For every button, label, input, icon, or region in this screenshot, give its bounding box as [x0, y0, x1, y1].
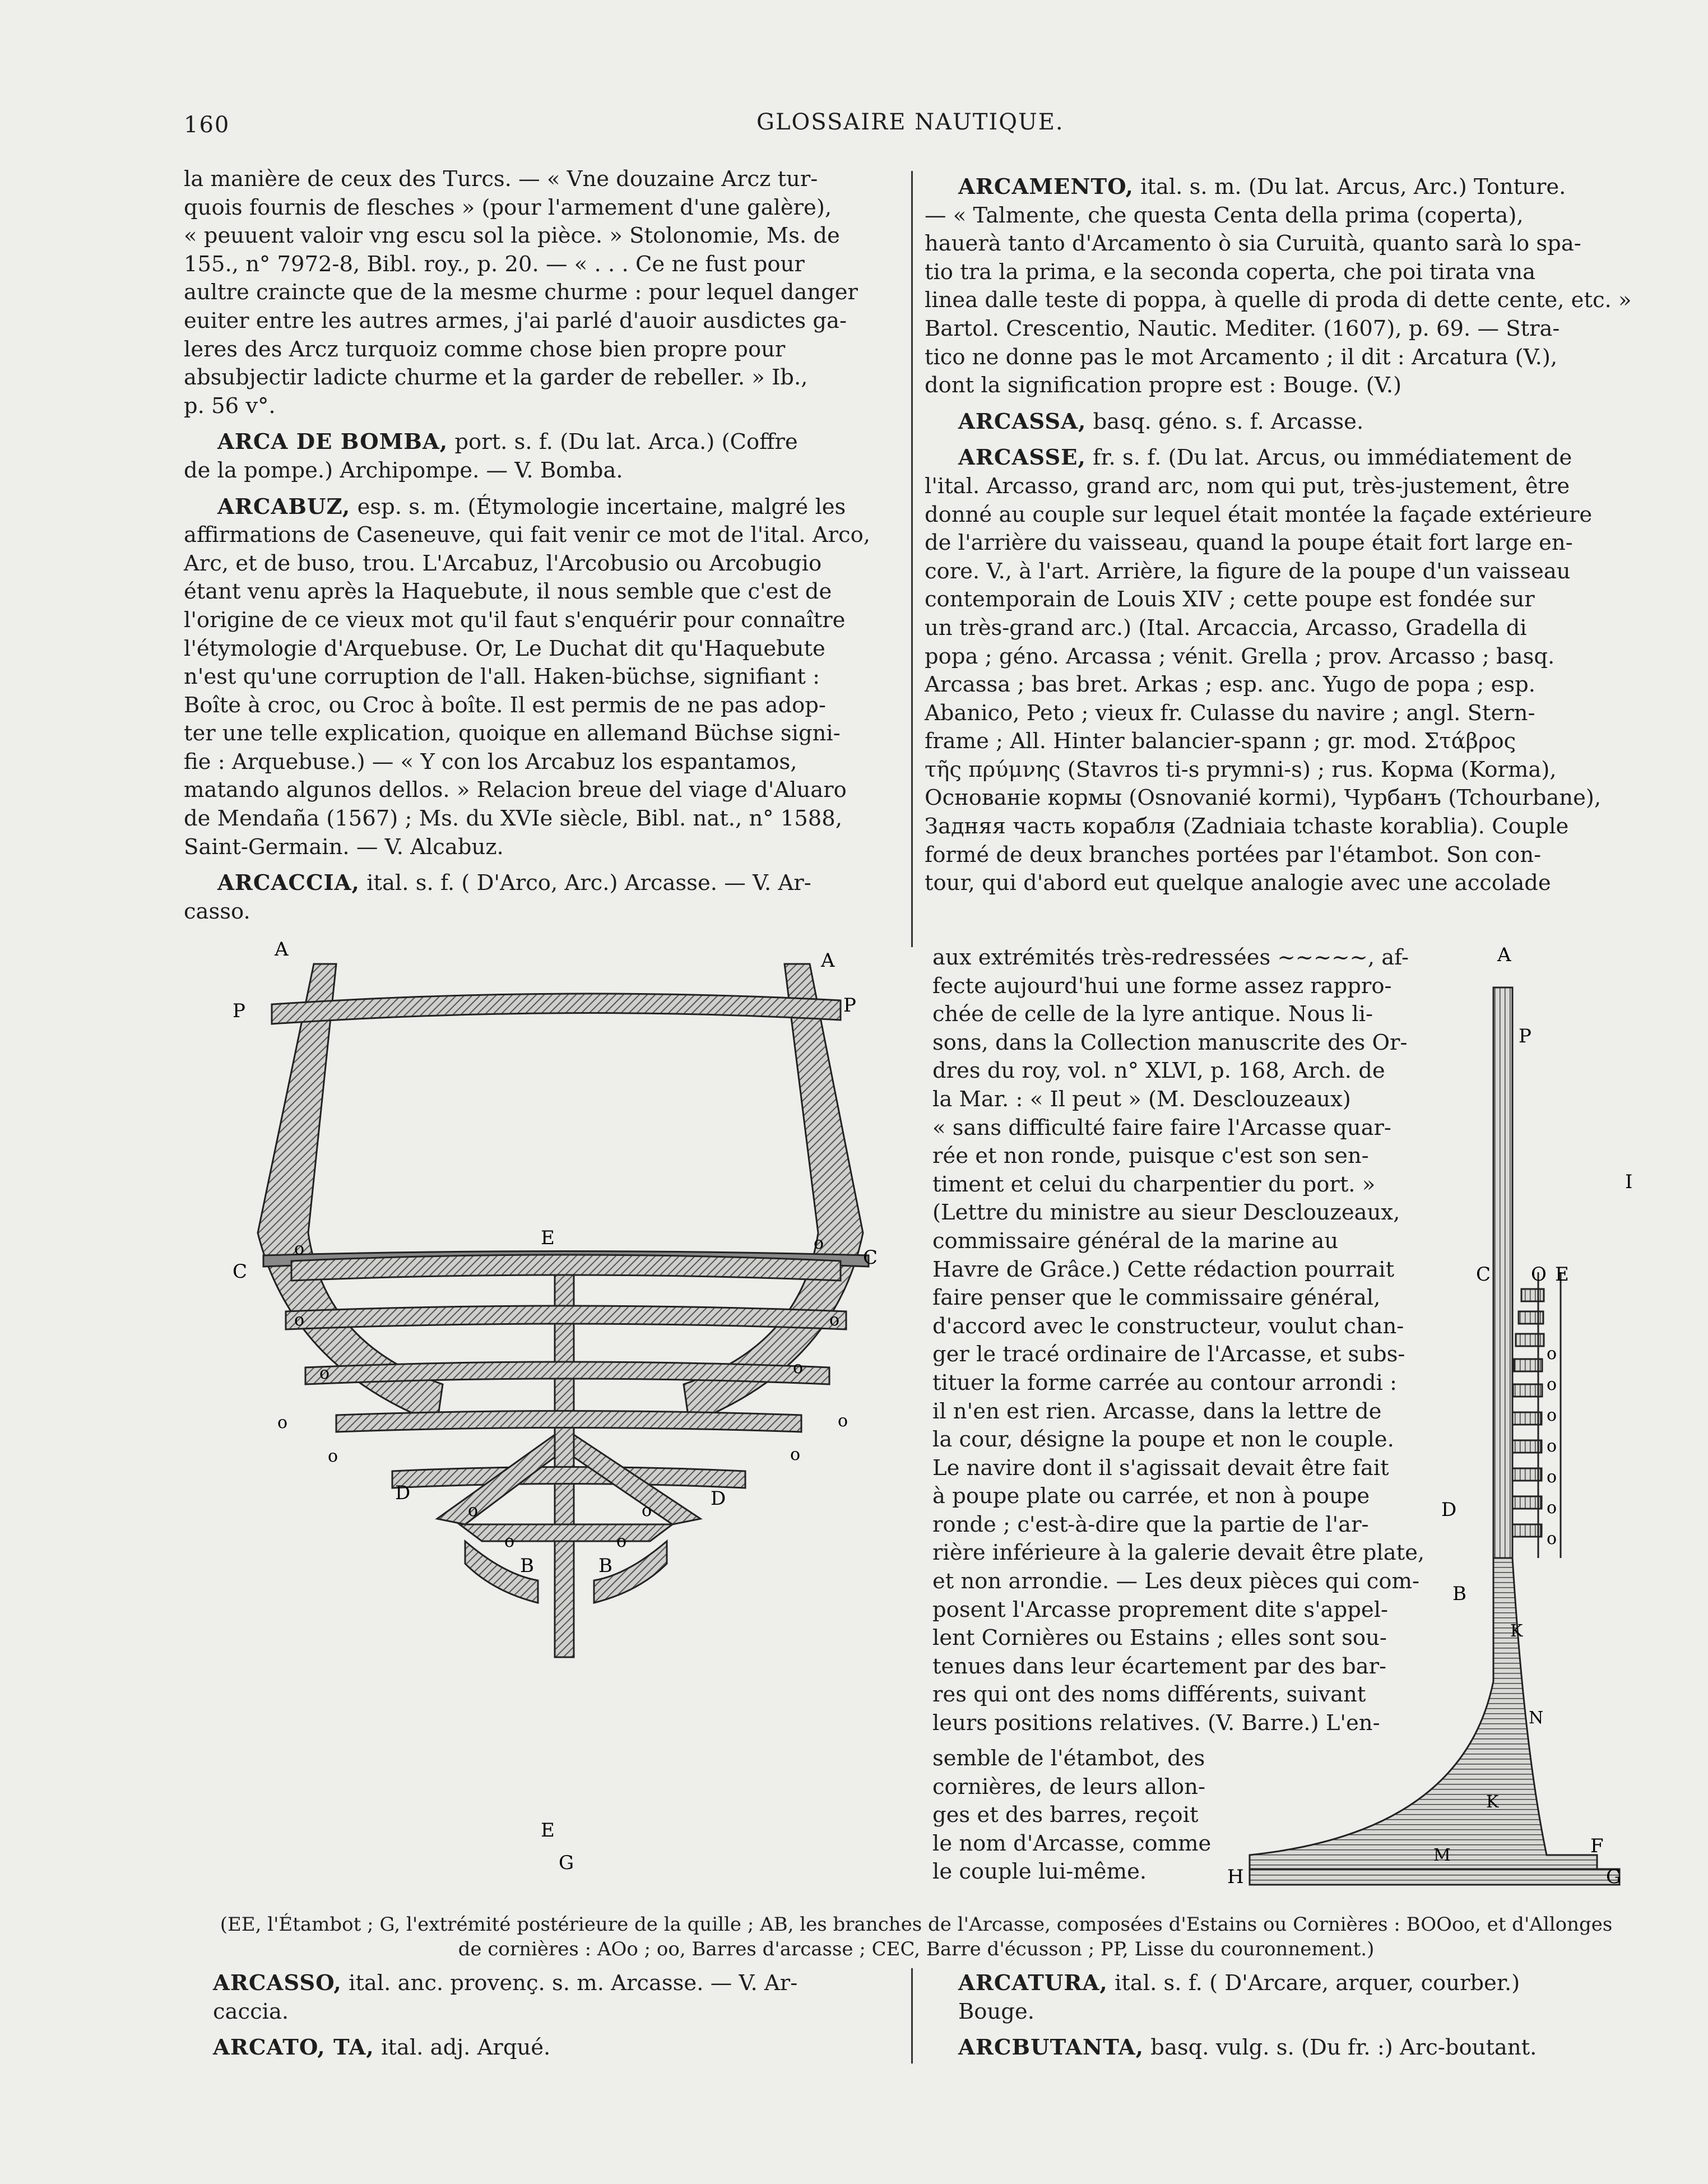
side-label-f: F — [1590, 1835, 1604, 1857]
entry-text-line: matando algunos dellos. » Relacion breue del viage d'Aluaro — [184, 777, 847, 803]
side-label-o-4: o — [1547, 1436, 1557, 1456]
entry-text-line: tour, qui d'abord eut quelque analogie avec une accolade — [925, 870, 1551, 896]
figure-caption — [185, 1912, 1647, 1962]
label-o-14: o — [616, 1532, 627, 1551]
entry-headword: ARCASSO, — [213, 1970, 342, 1996]
label-e-bottom: E — [541, 1819, 555, 1842]
entry-text-line: Bartol. Crescentio, Nautic. Mediter. (1607), p. 69. — Stra- — [925, 316, 1560, 341]
right-narrowest-line: le couple lui-même. — [932, 1859, 1147, 1885]
entry-text: ital. adj. Arqué. — [374, 2035, 551, 2061]
entry-headword: ARCABUZ, — [217, 494, 351, 520]
right-narrow-line: lent Cornières ou Estains ; elles sont sou- — [932, 1625, 1387, 1651]
label-o-12: o — [642, 1501, 652, 1520]
bottom-right-entry — [958, 1969, 1646, 1998]
right-narrow-line: Havre de Grâce.) Cette rédaction pourrait — [932, 1256, 1395, 1282]
entry-text-line: frame ; All. Hinter balancier-spann ; gr. mod. Στάβρος — [925, 729, 1516, 754]
left-line: p. 56 v°. — [184, 393, 276, 419]
label-a-left: A — [275, 942, 289, 961]
entry-text-line: ter une telle explication, quoique en allemand Büchse signi- — [184, 721, 841, 746]
right-narrow-line: à poupe plate ou carrée, et non à poupe — [932, 1483, 1370, 1509]
label-o-5: o — [319, 1364, 330, 1383]
label-p-right: P — [843, 994, 856, 1017]
entry-headword: ARCATO, TA, — [213, 2035, 374, 2061]
label-b-right: B — [598, 1555, 612, 1577]
right-narrow-line: la Mar. : « Il peut » (M. Desclouzeaux) — [932, 1086, 1351, 1112]
label-o-11: o — [468, 1501, 479, 1520]
left-branch — [258, 964, 443, 1423]
bottom-left-entry — [213, 1969, 897, 1998]
label-o-7: o — [277, 1413, 288, 1432]
left-line: 155., n° 7972-8, Bibl. roy., p. 20. — « . . . Ce ne fust pour — [184, 251, 805, 277]
right-narrow-line: fecte aujourd'hui une forme assez rappro- — [932, 973, 1392, 999]
left-line: leres des Arcz turquoiz comme chose bien propre pour — [184, 336, 786, 362]
right-narrow-line: dres du roy, vol. n° XLVI, p. 168, Arch. de — [932, 1058, 1385, 1084]
side-label-o-7: o — [1547, 1529, 1557, 1548]
caption-line-2: de cornières : AOo ; oo, Barres d'arcasse ; CEC, Barre d'écusson ; PP, Lisse du couronnement.) — [458, 1938, 1375, 1960]
right-narrowest-line: le nom d'Arcasse, comme — [932, 1830, 1212, 1856]
entry-text-line: tio tra la prima, e la seconda coperta, che poi tirata vna — [925, 259, 1536, 285]
entry-text-line: Arcassa ; bas bret. Arkas ; esp. anc. Yugo de popa ; esp. — [925, 672, 1536, 698]
entry-text-line: contemporain de Louis XIV ; cette poupe est fondée sur — [925, 587, 1535, 613]
label-o-1: o — [294, 1239, 305, 1259]
right-narrow-line: faire penser que le commissaire général, — [932, 1285, 1381, 1311]
left-line: euiter entre les autres armes, j'ai parlé d'auoir ausdictes ga- — [184, 308, 847, 333]
entry-headword: ARCAMENTO, — [958, 174, 1134, 200]
arcasse-side-figure — [1227, 942, 1642, 1905]
right-column-full — [925, 165, 1646, 898]
right-narrowest-line: ges et des barres, reçoit — [932, 1802, 1199, 1828]
label-o-6: o — [793, 1358, 804, 1378]
left-entry — [184, 493, 897, 522]
side-label-a: A — [1497, 944, 1511, 966]
entry-text-line: casso. — [184, 898, 250, 924]
entry-text-line: formé de deux branches portées par l'étambot. Son con- — [925, 842, 1542, 868]
right-narrow-line: d'accord avec le constructeur, voulut chan- — [932, 1313, 1404, 1339]
right-narrow-line: sons, dans la Collection manuscrite des Or- — [932, 1030, 1408, 1055]
entry-headword: ARCA DE BOMBA, — [217, 429, 448, 455]
entry-text-line: Задняя часть корабля (Zadniaia tchaste korablia). Couple — [925, 814, 1569, 840]
arcasse-front-figure — [224, 942, 908, 1872]
side-post — [1493, 987, 1512, 1610]
entry-text-line: tico ne donne pas le mot Arcamento ; il dit : Arcatura (V.), — [925, 344, 1558, 370]
entry-headword: ARCATURA, — [958, 1970, 1108, 1996]
side-keel — [1250, 1869, 1619, 1885]
caption-line-1: (EE, l'Étambot ; G, l'extrémité postérieure de la quille ; AB, les branches de l'Arcasse, composées d'Estains ou Cornières : BOOoo, et d'Allonges — [220, 1913, 1613, 1936]
entry-text: ital. s. f. ( D'Arcare, arquer, courber.) — [1107, 1970, 1520, 1996]
label-o-4: o — [829, 1310, 840, 1330]
page-number: 160 — [184, 112, 230, 138]
entry-text: ital. s. f. ( D'Arco, Arc.) Arcasse. — V. Ar- — [359, 870, 811, 896]
side-label-o-5: o — [1547, 1467, 1557, 1487]
right-entry — [925, 173, 1646, 202]
label-c-left: C — [233, 1260, 248, 1283]
bottom-right-column — [958, 1962, 1646, 2062]
side-label-e: E — [1555, 1263, 1569, 1286]
right-narrow-line: (Lettre du ministre au sieur Desclouzeaux, — [932, 1200, 1400, 1226]
right-entry — [925, 444, 1646, 472]
right-narrow-line: leurs positions relatives. (V. Barre.) L'en- — [932, 1710, 1380, 1736]
bottom-left-column — [213, 1962, 897, 2062]
entry-text-line: l'ital. Arcasso, grand arc, nom qui put, très-justement, être — [925, 473, 1570, 499]
side-label-p: P — [1519, 1025, 1531, 1047]
entry-text-line: de la pompe.) Archipompe. — V. Bomba. — [184, 457, 623, 483]
right-narrowest-line: cornières, de leurs allon- — [932, 1774, 1205, 1800]
entry-text-line: τῆς πρύμνης (Stavros ti-s prymni-s) ; rus. Корма (Korma), — [925, 757, 1557, 782]
side-label-d: D — [1441, 1499, 1457, 1521]
label-o-9: o — [328, 1446, 338, 1466]
entry-text-line: Arc, et de buso, trou. L'Arcabuz, l'Arcobusio ou Arcobugio — [184, 550, 822, 576]
right-narrow-line: ronde ; c'est-à-dire que la partie de l'ar- — [932, 1511, 1369, 1537]
entry-text: ital. anc. provenç. s. m. Arcasse. — V. Ar- — [341, 1970, 798, 1996]
entry-text-line: l'origine de ce vieux mot qu'il faut s'enquérir pour connaître — [184, 607, 846, 633]
label-o-10: o — [790, 1445, 801, 1464]
entry-text-line: caccia. — [213, 1998, 289, 2024]
right-narrow-line: tenues dans leur écartement par des bar- — [932, 1653, 1386, 1679]
right-narrowest-line: semble de l'étambot, des — [932, 1746, 1205, 1771]
entry-headword: ARCASSE, — [958, 445, 1086, 471]
right-narrow-line: timent et celui du charpentier du port. » — [932, 1171, 1376, 1197]
right-column-narrowest — [932, 1745, 1229, 1886]
entry-text: fr. s. f. (Du lat. Arcus, ou immédiatement de — [1085, 445, 1572, 471]
side-knee — [1250, 1558, 1597, 1872]
entry-headword: ARCBUTANTA, — [958, 2035, 1144, 2061]
entry-text-line: de Mendaña (1567) ; Ms. du XVIe siècle, Bibl. nat., n° 1588, — [184, 806, 842, 832]
entry-text: esp. s. m. (Étymologie incertaine, malgré les — [350, 494, 846, 520]
entry-text: port. s. f. (Du lat. Arca.) (Coffre — [448, 429, 798, 455]
side-label-o-3: o — [1547, 1406, 1557, 1425]
entry-text: ital. s. m. (Du lat. Arcus, Arc.) Tonture. — [1133, 174, 1566, 200]
label-a-right: A — [821, 949, 835, 972]
label-g: G — [559, 1852, 574, 1872]
side-label-i: I — [1625, 1171, 1633, 1193]
left-entry — [184, 428, 897, 457]
side-label-o: O — [1531, 1263, 1547, 1286]
side-label-o-6: o — [1547, 1498, 1557, 1518]
right-narrow-line: res qui ont des noms différents, suivant — [932, 1682, 1366, 1708]
right-narrow-line: il n'en est rien. Arcasse, dans la lettre de — [932, 1398, 1382, 1424]
right-narrow-line: ger le tracé ordinaire de l'Arcasse, et subs- — [932, 1342, 1405, 1367]
entry-text-line: affirmations de Caseneuve, qui fait venir ce mot de l'ital. Arco, — [184, 522, 871, 548]
right-narrow-line: la cour, désigne la poupe et non le couple. — [932, 1427, 1394, 1453]
label-e-top: E — [541, 1227, 555, 1249]
entry-text-line: Saint-Germain. — V. Alcabuz. — [184, 834, 504, 860]
entry-text-line: hauerà tanto d'Arcamento ò sia Curuità, quanto sarà lo spa- — [925, 231, 1581, 257]
right-narrow-line: rée et non ronde, puisque c'est son sen- — [932, 1143, 1369, 1169]
left-line: « peuuent valoir vng escu sol la pièce. » Stolonomie, Ms. de — [184, 223, 840, 249]
right-narrow-line: posent l'Arcasse proprement dite s'appel- — [932, 1597, 1389, 1622]
bottom-left-entry — [213, 2034, 897, 2062]
label-d-right: D — [711, 1487, 726, 1510]
entry-text-line: core. V., à l'art. Arrière, la figure de la poupe d'un vaisseau — [925, 558, 1571, 584]
left-column — [184, 165, 897, 926]
entry-text-line: popa ; géno. Arcassa ; vénit. Grella ; prov. Arcasso ; basq. — [925, 643, 1555, 669]
label-o-13: o — [504, 1532, 515, 1551]
side-label-g: G — [1606, 1866, 1622, 1888]
left-line: quois fournis de flesches » (pour l'armement d'une galère), — [184, 194, 832, 220]
right-narrow-line: commissaire général de la marine au — [932, 1228, 1339, 1254]
right-narrow-line: « sans difficulté faire faire l'Arcasse quar- — [932, 1115, 1391, 1140]
entry-text-line: donné au couple sur lequel était montée la façade extérieure — [925, 502, 1593, 527]
side-label-c: C — [1476, 1263, 1491, 1286]
right-narrow-line: et non arrondie. — Les deux pièces qui com- — [932, 1569, 1420, 1594]
side-label-m: M — [1433, 1845, 1451, 1865]
right-entry — [925, 408, 1646, 437]
right-branch — [684, 964, 863, 1423]
side-label-n: N — [1529, 1708, 1544, 1728]
running-title: GLOSSAIRE NAUTIQUE. — [756, 109, 1064, 135]
side-label-o-1: o — [1547, 1344, 1557, 1364]
label-b-left: B — [520, 1555, 534, 1577]
side-label-o-2: o — [1547, 1375, 1557, 1394]
left-line: aultre craincte que de la mesme churme : pour lequel danger — [184, 280, 858, 305]
entry-text-line: Abanico, Peto ; vieux fr. Culasse du navire ; angl. Stern- — [925, 700, 1535, 726]
column-divider-bottom — [911, 1968, 913, 2064]
left-line: la manière de ceux des Turcs. — « Vne douzaine Arcz tur- — [184, 166, 818, 192]
entry-text-line: étant venu après la Haquebute, il nous semble que c'est de — [184, 579, 832, 605]
bottom-right-entry — [958, 2034, 1646, 2062]
side-label-k-upper: K — [1510, 1621, 1523, 1641]
entry-headword: ARCACCIA, — [217, 870, 360, 896]
left-line: absubjectir ladicte churme et la garder de rebeller. » Ib., — [184, 365, 808, 391]
column-divider-top — [911, 171, 913, 947]
label-c-right: C — [863, 1246, 878, 1269]
entry-text-line: — « Talmente, che questa Centa della prima (coperta), — [925, 202, 1524, 228]
left-entry — [184, 869, 897, 898]
entry-text-line: dont la signification propre est : Bouge. (V.) — [925, 373, 1402, 398]
entry-text-line: Bouge. — [958, 1998, 1034, 2024]
bar-6 — [460, 1524, 672, 1541]
entry-text-line: de l'arrière du vaisseau, quand la poupe était fort large en- — [925, 530, 1573, 556]
entry-text-line: fie : Arquebuse.) — « Y con los Arcabuz los espantamos, — [184, 749, 797, 775]
entry-text-line: linea dalle teste di poppa, à quelle di proda di dette cente, etc. » — [925, 288, 1632, 313]
side-label-k-lower: K — [1486, 1792, 1499, 1812]
entry-text-line: l'étymologie d'Arquebuse. Or, Le Duchat dit qu'Haquebute — [184, 636, 825, 661]
right-narrow-line: chée de celle de la lyre antique. Nous li- — [932, 1001, 1373, 1027]
entry-text: basq. vulg. s. (Du fr. :) Arc-boutant. — [1144, 2035, 1537, 2061]
side-label-b: B — [1452, 1583, 1466, 1605]
crown-rail — [272, 994, 841, 1024]
entry-headword: ARCASSA, — [958, 409, 1087, 434]
label-o-2: o — [814, 1234, 824, 1253]
entry-text-line: n'est qu'une corruption de l'all. Haken-büchse, signifiant : — [184, 664, 820, 690]
entry-text: basq. géno. s. f. Arcasse. — [1086, 409, 1364, 434]
right-narrow-line: rière inférieure à la galerie devait être plate, — [932, 1540, 1425, 1566]
entry-text-line: un très-grand arc.) (Ital. Arcaccia, Arcasso, Gradella di — [925, 615, 1527, 641]
label-o-8: o — [838, 1411, 848, 1431]
right-narrow-line: Le navire dont il s'agissait devait être fait — [932, 1455, 1389, 1481]
label-p-left: P — [233, 1000, 245, 1022]
right-narrow-line: tituer la forme carrée au contour arrondi : — [932, 1370, 1397, 1395]
label-o-3: o — [294, 1310, 305, 1330]
label-d-left: D — [395, 1482, 411, 1504]
entry-text-line: Основанiе кормы (Osnovanié kormi), Чурбанъ (Tchourbane), — [925, 785, 1602, 811]
side-label-h: H — [1227, 1866, 1244, 1888]
right-narrow-line: aux extrémités très-redressées ~~~~~, af- — [932, 945, 1409, 970]
entry-text-line: Boîte à croc, ou Croc à boîte. Il est permis de ne pas adop- — [184, 692, 826, 718]
